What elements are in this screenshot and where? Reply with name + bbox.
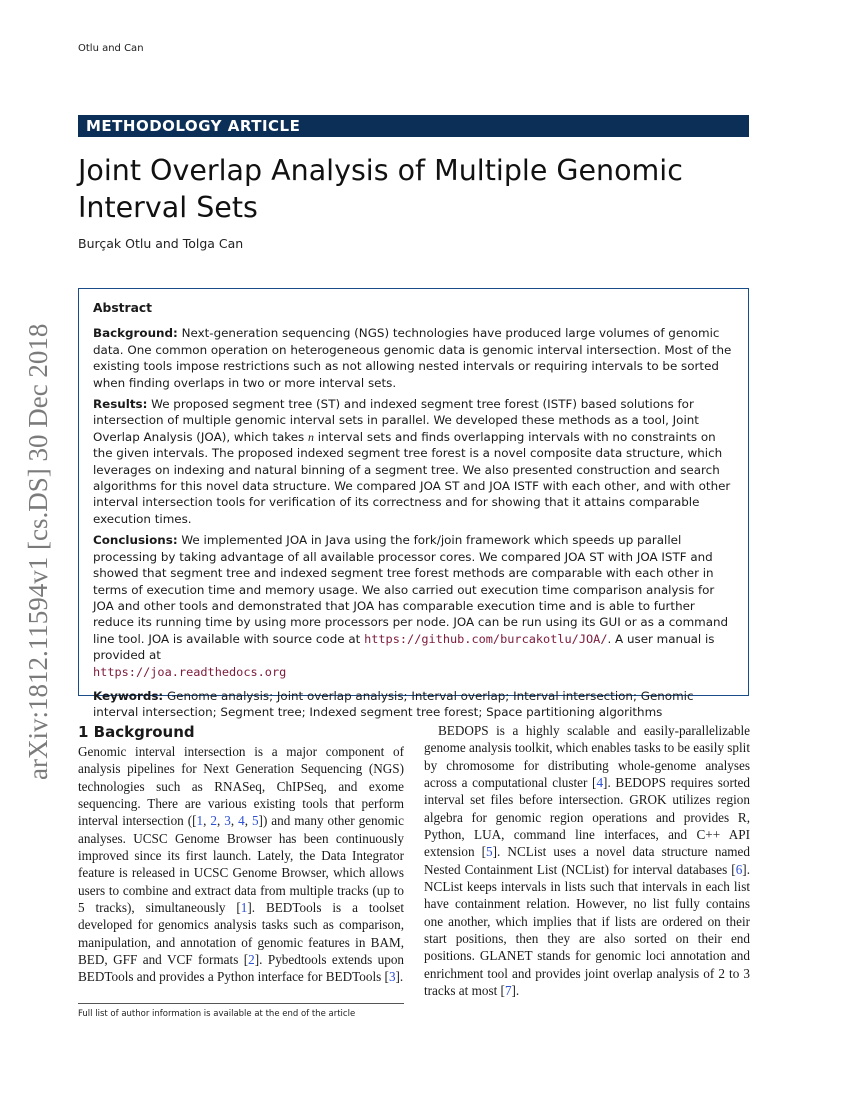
- github-link[interactable]: https://github.com/burcakotlu/JOA/: [364, 631, 608, 646]
- abstract-background: [93, 325, 734, 391]
- right-column: [424, 722, 750, 1000]
- authors: Burçak Otlu and Tolga Can: [78, 236, 244, 251]
- left-paragraph: [78, 743, 404, 986]
- article-type-banner: METHODOLOGY ARTICLE: [78, 115, 749, 137]
- citation-link[interactable]: 4: [238, 813, 245, 829]
- abstract-conclusions: [93, 532, 734, 680]
- citation-link[interactable]: 3: [224, 813, 231, 829]
- text-run: ].: [395, 969, 404, 985]
- citation-link[interactable]: 6: [735, 861, 743, 877]
- text-run: ,: [216, 813, 225, 829]
- text-run: Genomic interval intersection is a major component of analysis pipelines for Next Generation Sequencing (NGS) technologies such as RNASeq, ChIPSeq, and exome sequencing. There are various existing tools that perform interval intersection ([: [78, 744, 404, 829]
- text-run: ].: [511, 983, 520, 999]
- keywords-label: Keywords:: [93, 688, 164, 703]
- background-text: Next-generation sequencing (NGS) technologies have produced large volumes of genomic data. One common operation on heterogeneous genomic data is genomic interval intersection. Most of the existing tools impose restrictions such as not allowing nested intervals or requiring intervals to be sorted when finding overlaps in two or more interval sets.: [93, 326, 732, 390]
- text-run: ]. NCList uses a novel data structure named Nested Containment List (NCList) for interval databases [: [424, 844, 751, 877]
- citation-link[interactable]: 2: [248, 952, 255, 968]
- right-paragraph: [424, 722, 750, 1000]
- abstract-keywords: [93, 688, 734, 721]
- citation-link[interactable]: 1: [240, 900, 248, 916]
- arxiv-identifier-stamp: arXiv:1812.11594v1 [cs.DS] 30 Dec 2018: [23, 323, 53, 780]
- left-column: [78, 743, 404, 986]
- text-run: ]) and many other genomic analyses. UCSC Genome Browser has been continuously improved since its first launch. Lately, the Data Integrator feature is released in UCSC Genome Browser, which allows users to combine and extract data from multiple tracks (up to 5 tracks), simultaneously [: [78, 813, 405, 916]
- text-run: ]. Pybedtools extends upon BEDTools and provides a Python interface for BEDTools [: [78, 952, 405, 985]
- results-text-2: interval sets and finds overlapping intervals with no constraints on the given intervals. The proposed indexed segment tree forest is a novel composite data structure, which leverages on indexing and natural binning of a segment tree. We also presented construction and search algorithms for this novel data structure. We compared JOA ST and JOA ISTF with each other, and with other interval intersection tools for verification of its correctness and for showing that it attains comparable execution times.: [93, 429, 731, 526]
- keywords-text: Genome analysis; Joint overlap analysis; Interval overlap; Interval intersection; Genomic interval intersection; Segment tree; Indexed segment tree forest; Space partitioning algorithms: [93, 688, 694, 720]
- citation-link[interactable]: 1: [196, 813, 204, 829]
- section-heading-background: 1 Background: [78, 723, 195, 741]
- background-label: Background:: [93, 326, 178, 341]
- abstract-box: [78, 288, 749, 720]
- text-run: ]. NCList keeps intervals in lists such that intervals in each list have containment relation. However, no list fully contains one another, which implies that if lists are ordered on their start positions, then they are also sorted on their end positions. GLANET stands for genomic loci annotation and enrichment tool and provides joint overlap analysis of 2 to 3 tracks at most [: [424, 861, 750, 999]
- citation-link[interactable]: 2: [210, 813, 217, 829]
- citation-link[interactable]: 3: [388, 969, 396, 985]
- citation-link[interactable]: 7: [504, 983, 512, 999]
- citation-link[interactable]: 4: [596, 775, 604, 791]
- results-label: Results:: [93, 397, 148, 412]
- citation-link[interactable]: 5: [486, 844, 493, 860]
- text-run: ,: [244, 813, 252, 829]
- conclusions-text-2: . A user manual is provided at: [93, 631, 715, 663]
- conclusions-text-1: We implemented JOA in Java using the fork/join framework which speeds up parallel processing by taking advantage of all available processor cores. We compared JOA ST with JOA ISTF and showed that segment tree and indexed segment tree forest methods are comparable with each other in terms of execution time and memory usage. We also carried out execution time comparison analysis for JOA and other tools and demonstrated that JOA has comparable execution time and is able to further reduce its running time by using more processors per node. JOA can be run using its GUI or as a command line tool. JOA is available with source code at: [93, 533, 729, 646]
- results-text-1: We proposed segment tree (ST) and indexed segment tree forest (ISTF) based solutions for intersection of multiple genomic interval sets in parallel. We developed these methods as a tool, Joint Overlap Analysis (JOA), which takes: [93, 397, 699, 444]
- results-variable-n: n: [308, 429, 314, 444]
- docs-link[interactable]: https://joa.readthedocs.org: [93, 664, 287, 679]
- text-run: ,: [203, 813, 211, 829]
- page-title: Joint Overlap Analysis of Multiple Genomic Interval Sets: [78, 154, 683, 224]
- text-run: ,: [230, 813, 239, 829]
- citation-link[interactable]: 5: [251, 813, 259, 829]
- conclusions-label: Conclusions:: [93, 533, 178, 548]
- abstract-heading: Abstract: [93, 301, 153, 315]
- footnote: Full list of author information is available at the end of the article: [78, 1009, 356, 1019]
- text-run: ]. BEDOPS requires sorted interval set files before intersection. GROK utilizes region algebra for genomic region operations and provides R, Python, LUA, command line interfaces, and C++ API extension [: [424, 775, 750, 860]
- text-run: BEDOPS is a highly scalable and easily-parallelizable genome analysis toolkit, which enables tasks to be easily split by chromosome for distributing whole-genome analyses across a computational cluster [: [424, 723, 750, 791]
- running-head: Otlu and Can: [78, 43, 144, 54]
- footnote-divider: [78, 1003, 404, 1004]
- text-run: ]. BEDTools is a toolset developed for genomics analysis tasks such as comparison, manipulation, and annotation of genomic features in BAM, BED, GFF and VCF formats [: [78, 900, 405, 968]
- abstract-results: [93, 396, 734, 527]
